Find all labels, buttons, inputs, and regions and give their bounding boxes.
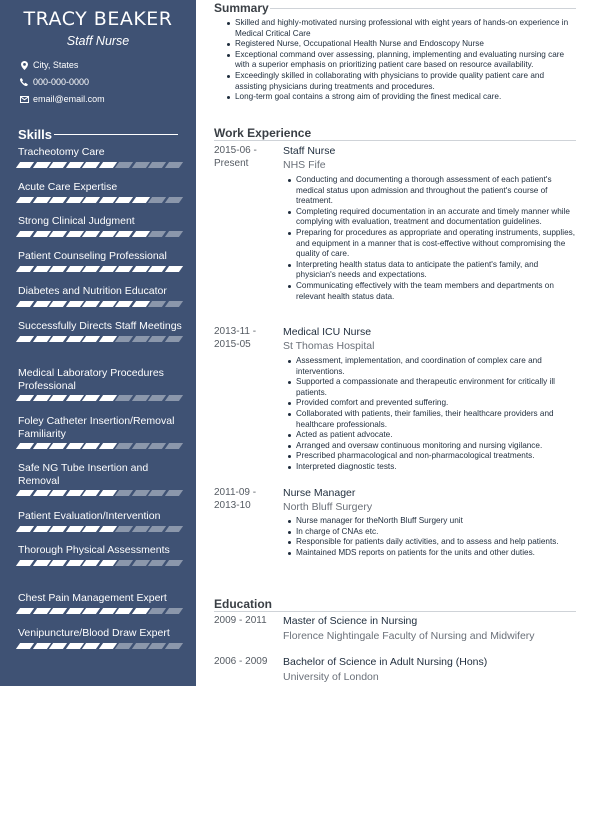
summary-bullet: Registered Nurse, Occupational Health Nurse and Endoscopy Nurse <box>226 39 576 50</box>
education-school: University of London <box>283 671 379 683</box>
summary-divider <box>270 8 576 9</box>
education-school: Florence Nightingale Faculty of Nursing and Midwifery <box>283 630 535 642</box>
rating-segment-filled <box>32 197 50 203</box>
rating-segment-filled <box>65 336 83 342</box>
rating-segment-empty <box>164 162 182 168</box>
skill-rating-bar <box>18 395 183 401</box>
rating-segment-filled <box>98 266 116 272</box>
rating-segment-filled <box>32 266 50 272</box>
skill-item <box>18 544 183 566</box>
rating-segment-empty <box>131 643 149 649</box>
experience-divider <box>214 140 576 141</box>
rating-segment-filled <box>131 608 149 614</box>
job-duty: Assessment, implementation, and coordination of complex care and interventions. <box>287 356 576 377</box>
rating-segment-empty <box>148 490 166 496</box>
rating-segment-empty <box>131 162 149 168</box>
rating-segment-filled <box>32 608 50 614</box>
skill-rating-bar <box>18 197 183 203</box>
education-date: 2009 - 2011 <box>214 615 267 626</box>
rating-segment-filled <box>32 490 50 496</box>
rating-segment-empty <box>164 197 182 203</box>
job-duties-list <box>287 356 576 473</box>
skill-name: Patient Evaluation/Intervention <box>18 510 161 522</box>
contact-phone <box>18 77 89 87</box>
rating-segment-empty <box>164 526 182 532</box>
skill-name: Tracheotomy Care <box>18 146 105 158</box>
rating-segment-filled <box>82 301 100 307</box>
rating-segment-filled <box>32 643 50 649</box>
rating-segment-filled <box>49 395 67 401</box>
summary-bullet: Long-term goal contains a strong aim of providing the finest medical care. <box>226 92 576 103</box>
job-duty: Acted as patient advocate. <box>287 430 576 441</box>
rating-segment-filled <box>115 301 133 307</box>
rating-segment-filled <box>82 197 100 203</box>
job-duty: Interpreting health status data to anticipate the patient's family, and physician's needs and expectations. <box>287 260 576 281</box>
skill-name: Medical Laboratory Procedures Professional <box>18 367 164 392</box>
rating-segment-empty <box>148 560 166 566</box>
rating-segment-filled <box>65 197 83 203</box>
skill-rating-bar <box>18 443 183 449</box>
rating-segment-empty <box>115 560 133 566</box>
rating-segment-empty <box>131 490 149 496</box>
rating-segment-filled <box>16 608 34 614</box>
skill-item <box>18 250 183 272</box>
rating-segment-empty <box>115 162 133 168</box>
rating-segment-empty <box>164 336 182 342</box>
rating-segment-empty <box>148 395 166 401</box>
rating-segment-filled <box>98 336 116 342</box>
rating-segment-filled <box>82 395 100 401</box>
skill-item <box>18 415 183 449</box>
skill-rating-bar <box>18 643 183 649</box>
contact-location <box>18 60 78 70</box>
job-duty: Interpreted diagnostic tests. <box>287 462 576 473</box>
skill-item <box>18 510 183 532</box>
job-employer: St Thomas Hospital <box>283 340 375 352</box>
job-date: 2015-06 - Present <box>214 145 257 169</box>
education-date: 2006 - 2009 <box>214 656 268 667</box>
job-employer: North Bluff Surgery <box>283 501 373 513</box>
rating-segment-filled <box>49 643 67 649</box>
rating-segment-empty <box>148 526 166 532</box>
rating-segment-empty <box>164 560 182 566</box>
job-duty: Communicating effectively with the team members and departments on relevant health status data. <box>287 281 576 302</box>
rating-segment-filled <box>82 443 100 449</box>
rating-segment-filled <box>49 526 67 532</box>
skill-name: Thorough Physical Assessments <box>18 544 170 556</box>
rating-segment-filled <box>49 162 67 168</box>
rating-segment-empty <box>115 490 133 496</box>
rating-segment-filled <box>82 560 100 566</box>
rating-segment-filled <box>98 526 116 532</box>
rating-segment-filled <box>49 608 67 614</box>
rating-segment-filled <box>115 608 133 614</box>
skill-name: Foley Catheter Insertion/Removal Familiarity <box>18 415 175 440</box>
rating-segment-filled <box>65 266 83 272</box>
candidate-name: TRACY BEAKER <box>23 8 173 30</box>
rating-segment-filled <box>16 490 34 496</box>
rating-segment-filled <box>32 231 50 237</box>
rating-segment-filled <box>115 231 133 237</box>
skill-name: Chest Pain Management Expert <box>18 592 167 604</box>
rating-segment-filled <box>49 490 67 496</box>
rating-segment-filled <box>32 336 50 342</box>
rating-segment-filled <box>32 301 50 307</box>
rating-segment-empty <box>148 336 166 342</box>
rating-segment-filled <box>82 643 100 649</box>
skill-item <box>18 367 183 401</box>
rating-segment-empty <box>115 336 133 342</box>
experience-heading: Work Experience <box>214 126 312 140</box>
job-duty: Provided comfort and prevented suffering. <box>287 398 576 409</box>
education-divider <box>214 611 576 612</box>
rating-segment-empty <box>115 443 133 449</box>
job-title: Staff Nurse <box>283 145 336 157</box>
rating-segment-empty <box>164 608 182 614</box>
contact-email[interactable] <box>18 94 105 104</box>
email-text[interactable]: email@email.com <box>33 94 105 104</box>
skill-rating-bar <box>18 608 183 614</box>
job-duty: Arranged and oversaw continuous monitoring and nursing vigilance. <box>287 441 576 452</box>
rating-segment-filled <box>32 443 50 449</box>
rating-segment-filled <box>98 608 116 614</box>
map-pin-icon <box>18 61 30 70</box>
skill-name: Acute Care Expertise <box>18 181 118 193</box>
rating-segment-filled <box>49 443 67 449</box>
skill-rating-bar <box>18 266 183 272</box>
rating-segment-filled <box>16 231 34 237</box>
rating-segment-filled <box>49 266 67 272</box>
candidate-title: Staff Nurse <box>66 34 130 48</box>
job-employer: NHS Fife <box>283 159 326 171</box>
skill-name: Safe NG Tube Insertion and Removal <box>18 462 149 487</box>
education-degree: Bachelor of Science in Adult Nursing (Hons) <box>283 656 488 668</box>
skill-item <box>18 285 183 307</box>
rating-segment-filled <box>32 162 50 168</box>
rating-segment-filled <box>82 608 100 614</box>
rating-segment-empty <box>148 231 166 237</box>
rating-segment-filled <box>65 490 83 496</box>
rating-segment-filled <box>49 231 67 237</box>
summary-heading: Summary <box>214 1 269 15</box>
rating-segment-filled <box>65 608 83 614</box>
rating-segment-filled <box>164 266 182 272</box>
rating-segment-empty <box>115 526 133 532</box>
skill-item <box>18 181 183 203</box>
skill-item <box>18 462 183 496</box>
rating-segment-empty <box>164 231 182 237</box>
rating-segment-filled <box>98 162 116 168</box>
rating-segment-empty <box>164 490 182 496</box>
rating-segment-empty <box>164 443 182 449</box>
rating-segment-filled <box>49 197 67 203</box>
summary-bullet: Exceedingly skilled in collaborating with physicians to provide quality patient care and assisting physicians during treatments and procedures. <box>226 71 576 92</box>
skill-name: Venipuncture/Blood Draw Expert <box>18 627 170 639</box>
job-duties-list <box>287 175 576 302</box>
rating-segment-filled <box>16 395 34 401</box>
rating-segment-empty <box>148 443 166 449</box>
rating-segment-filled <box>98 301 116 307</box>
job-date: 2013-11 - 2015-05 <box>214 326 257 350</box>
rating-segment-filled <box>16 266 34 272</box>
rating-segment-empty <box>148 608 166 614</box>
location-text: City, States <box>33 60 79 70</box>
rating-segment-empty <box>148 197 166 203</box>
rating-segment-empty <box>131 526 149 532</box>
rating-segment-filled <box>65 443 83 449</box>
job-duty: Conducting and documenting a thorough assessment of each patient's medical status upon admission and throughout the patient's course of treatment. <box>287 175 576 207</box>
skill-rating-bar <box>18 336 183 342</box>
job-date: 2011-09 - 2013-10 <box>214 487 257 511</box>
rating-segment-empty <box>115 395 133 401</box>
summary-bullet: Exceptional command over assessing, planning, implementing and evaluating nursing care with a superior emphasis on prioritizing patient care based on resource availability. <box>226 50 576 71</box>
rating-segment-filled <box>65 526 83 532</box>
rating-segment-filled <box>32 526 50 532</box>
job-duty: Maintained MDS reports on patients for the units and other duties. <box>287 548 576 559</box>
rating-segment-filled <box>49 560 67 566</box>
rating-segment-empty <box>148 162 166 168</box>
skill-rating-bar <box>18 560 183 566</box>
sidebar <box>0 0 196 686</box>
education-heading: Education <box>214 597 273 611</box>
skill-item <box>18 146 183 168</box>
skill-item <box>18 627 183 649</box>
rating-segment-filled <box>82 490 100 496</box>
rating-segment-filled <box>82 526 100 532</box>
rating-segment-empty <box>148 301 166 307</box>
job-duty: Completing required documentation in an accurate and timely manner while complying with evaluation, treatment and documentation guidelines. <box>287 207 576 228</box>
rating-segment-filled <box>65 301 83 307</box>
rating-segment-filled <box>32 560 50 566</box>
skill-item <box>18 320 183 342</box>
skills-heading: Skills <box>18 127 52 142</box>
rating-segment-empty <box>131 560 149 566</box>
rating-segment-filled <box>98 490 116 496</box>
skill-rating-bar <box>18 162 183 168</box>
rating-segment-filled <box>65 643 83 649</box>
job-duty: Preparing for procedures as appropriate and operating instruments, supplies, and equipment in a manner that is cost-effective without compromising the quality of care. <box>287 228 576 260</box>
job-duty: In charge of CNAs etc. <box>287 527 576 538</box>
rating-segment-filled <box>98 443 116 449</box>
rating-segment-filled <box>16 162 34 168</box>
job-duties-list <box>287 516 576 558</box>
rating-segment-filled <box>65 162 83 168</box>
rating-segment-filled <box>65 395 83 401</box>
rating-segment-filled <box>115 266 133 272</box>
phone-icon <box>18 78 30 86</box>
rating-segment-filled <box>82 162 100 168</box>
rating-segment-empty <box>148 643 166 649</box>
skill-name: Strong Clinical Judgment <box>18 215 135 227</box>
rating-segment-filled <box>98 643 116 649</box>
skill-name: Successfully Directs Staff Meetings <box>18 320 182 332</box>
skill-item <box>18 215 183 237</box>
rating-segment-empty <box>164 395 182 401</box>
rating-segment-filled <box>131 197 149 203</box>
job-duty: Supported a compassionate and therapeutic environment for critically ill patients. <box>287 377 576 398</box>
rating-segment-filled <box>98 395 116 401</box>
rating-segment-empty <box>164 301 182 307</box>
job-duty: Prescribed pharmacological and non-pharmacological treatments. <box>287 451 576 462</box>
rating-segment-filled <box>82 336 100 342</box>
phone-text: 000-000-0000 <box>33 77 90 87</box>
job-duty: Collaborated with patients, their families, their healthcare providers and healthcare professionals. <box>287 409 576 430</box>
rating-segment-filled <box>98 231 116 237</box>
rating-segment-empty <box>164 643 182 649</box>
rating-segment-filled <box>65 231 83 237</box>
rating-segment-filled <box>148 266 166 272</box>
education-degree: Master of Science in Nursing <box>283 615 418 627</box>
rating-segment-filled <box>49 336 67 342</box>
rating-segment-filled <box>131 231 149 237</box>
summary-list <box>226 18 576 103</box>
skill-item <box>18 592 183 614</box>
rating-segment-filled <box>16 197 34 203</box>
rating-segment-filled <box>98 197 116 203</box>
skill-rating-bar <box>18 526 183 532</box>
envelope-icon <box>18 96 30 103</box>
rating-segment-filled <box>131 301 149 307</box>
skills-divider <box>54 134 178 135</box>
rating-segment-filled <box>16 643 34 649</box>
rating-segment-filled <box>16 560 34 566</box>
rating-segment-filled <box>131 266 149 272</box>
rating-segment-filled <box>82 266 100 272</box>
job-title: Medical ICU Nurse <box>283 326 372 338</box>
job-duty: Responsible for patients daily activities, and to assess and help patients. <box>287 537 576 548</box>
rating-segment-empty <box>131 336 149 342</box>
job-title: Nurse Manager <box>283 487 356 499</box>
rating-segment-filled <box>49 301 67 307</box>
rating-segment-empty <box>115 643 133 649</box>
rating-segment-filled <box>115 197 133 203</box>
rating-segment-filled <box>82 231 100 237</box>
rating-segment-filled <box>65 560 83 566</box>
rating-segment-empty <box>131 395 149 401</box>
rating-segment-filled <box>16 526 34 532</box>
rating-segment-filled <box>16 336 34 342</box>
job-duty: Nurse manager for theNorth Bluff Surgery unit <box>287 516 576 527</box>
rating-segment-filled <box>32 395 50 401</box>
skill-name: Diabetes and Nutrition Educator <box>18 285 167 297</box>
rating-segment-filled <box>16 443 34 449</box>
skill-name: Patient Counseling Professional <box>18 250 167 262</box>
summary-bullet: Skilled and highly-motivated nursing professional with eight years of hands-on experience in Medical Critical Care <box>226 18 576 39</box>
skill-rating-bar <box>18 231 183 237</box>
rating-segment-empty <box>131 443 149 449</box>
skill-rating-bar <box>18 490 183 496</box>
rating-segment-filled <box>98 560 116 566</box>
rating-segment-filled <box>16 301 34 307</box>
skill-rating-bar <box>18 301 183 307</box>
